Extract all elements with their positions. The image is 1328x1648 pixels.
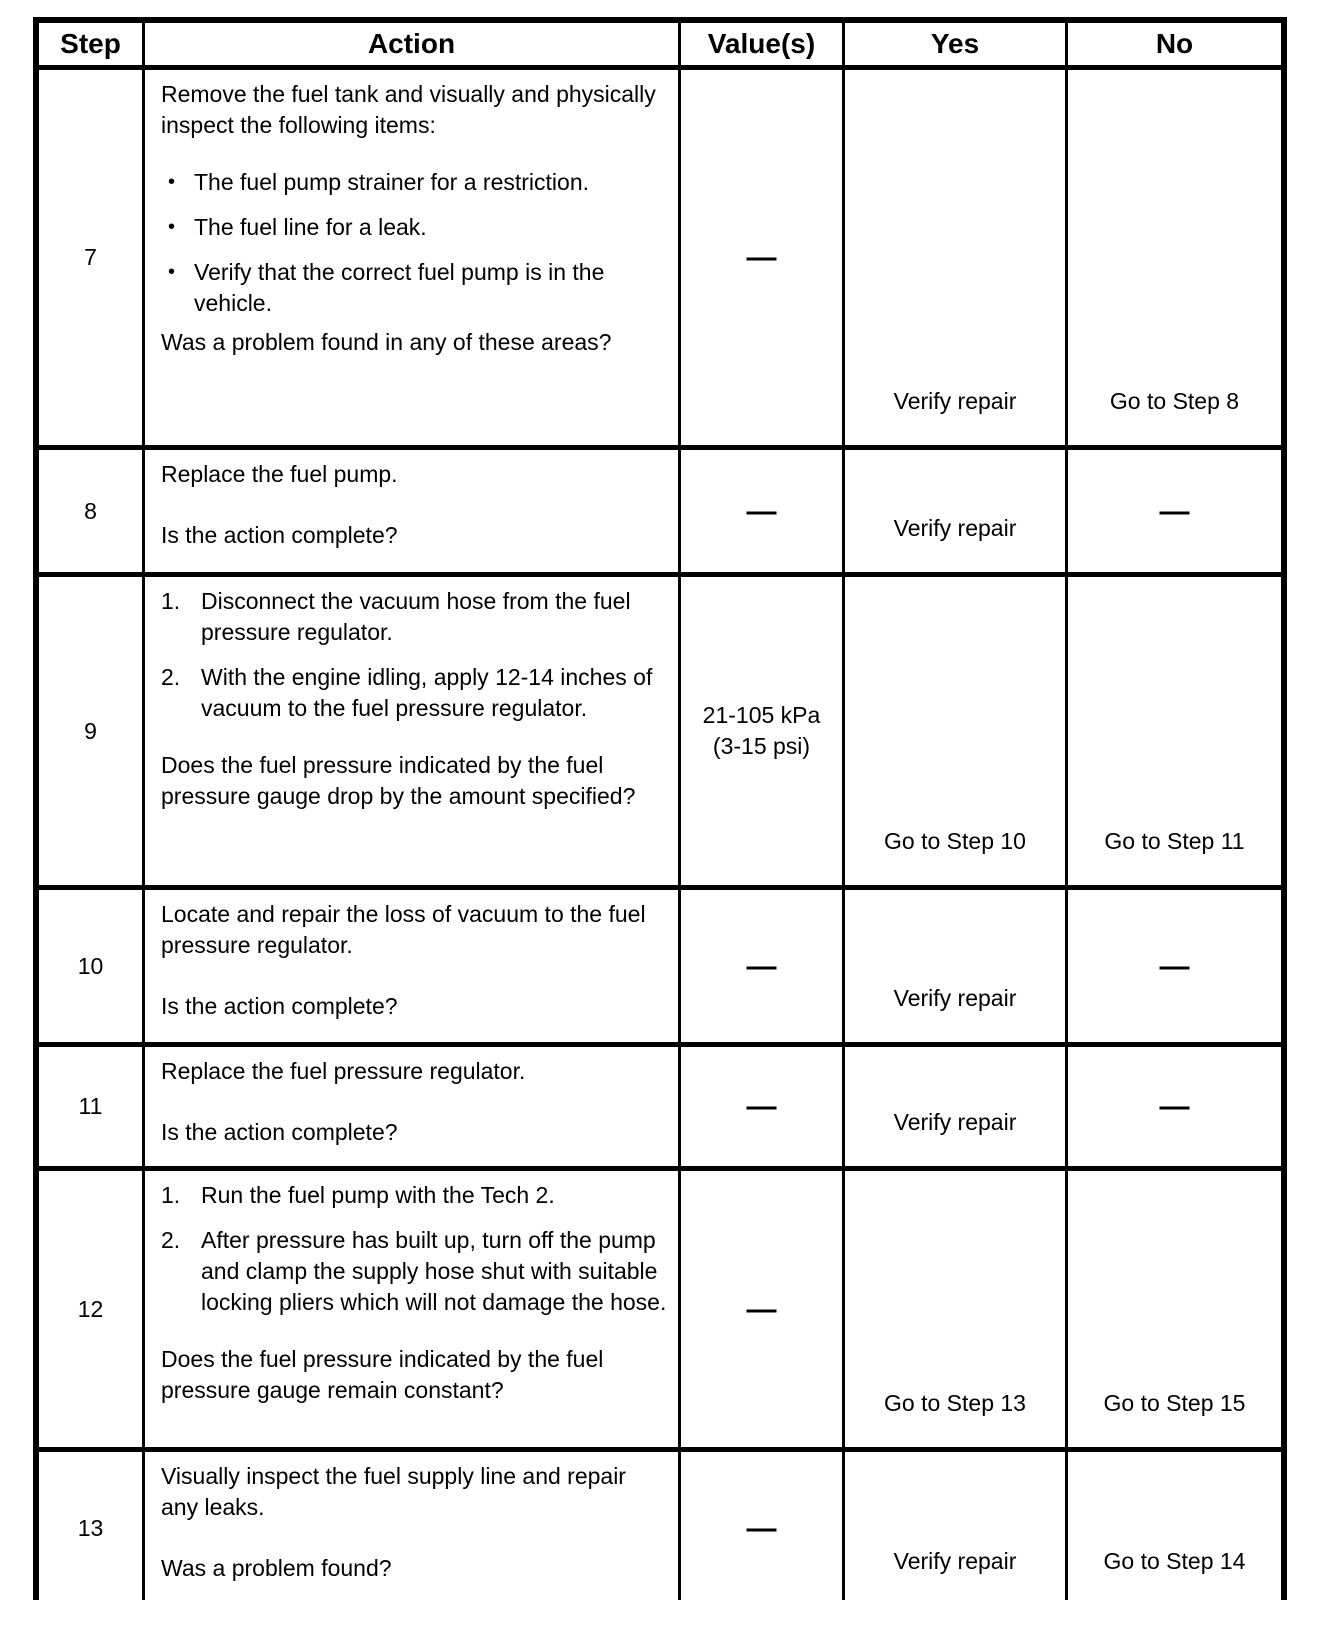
no-cell: Go to Step 14: [1065, 1452, 1281, 1600]
value-text: 21-105 kPa (3-15 psi): [702, 702, 821, 759]
no-value-dash: —: [1159, 494, 1190, 528]
header-step: Step: [60, 28, 121, 59]
item-number: 2.: [161, 1227, 181, 1253]
no-value-dash: —: [746, 1090, 777, 1123]
values-cell: [678, 450, 842, 572]
header-values: Value(s): [678, 23, 842, 65]
table-row: [39, 885, 1281, 1042]
no-cell: [1065, 890, 1281, 1042]
no-cell: Go to Step 15: [1065, 1171, 1281, 1447]
values-cell: [678, 577, 842, 885]
no-value-dash: —: [1159, 1090, 1190, 1123]
values-cell: [678, 70, 842, 445]
values-cell: [678, 1171, 842, 1447]
values-cell: [678, 1452, 842, 1600]
action-cell: [142, 450, 678, 572]
action-cell: [142, 70, 678, 445]
action-question: Is the action complete?: [161, 1119, 398, 1145]
no-value-dash: —: [746, 1292, 777, 1326]
item-text: With the engine idling, apply 12-14 inches of vacuum to the fuel pressure regulator.: [201, 664, 653, 721]
yes-cell: Verify repair: [842, 890, 1065, 1042]
bullet-item: • The fuel line for a leak.: [161, 212, 668, 243]
action-cell: [142, 890, 678, 1042]
action-text: Locate and repair the loss of vacuum to the fuel pressure regulator.: [161, 901, 646, 958]
table-row: [39, 1166, 1281, 1447]
action-question: Does the fuel pressure indicated by the fuel pressure gauge remain constant?: [161, 1346, 604, 1403]
action-cell: [142, 1171, 678, 1447]
item-text: Disconnect the vacuum hose from the fuel pressure regulator.: [201, 588, 631, 645]
item-text: After pressure has built up, turn off the pump and clamp the supply hose shut with suitable locking pliers which will not damage the hose.: [201, 1227, 667, 1315]
action-question: Was a problem found in any of these areas?: [161, 329, 612, 355]
header-no: No: [1065, 23, 1281, 65]
yes-cell: Go to Step 13: [842, 1171, 1065, 1447]
table-row: [39, 572, 1281, 885]
action-text: Replace the fuel pressure regulator.: [161, 1058, 526, 1084]
table-row: [39, 445, 1281, 572]
no-cell: Go to Step 11: [1065, 577, 1281, 885]
action-text: Replace the fuel pump.: [161, 461, 398, 487]
values-cell: [678, 1047, 842, 1166]
item-number: 1.: [161, 588, 181, 614]
step-cell: 11: [78, 1093, 103, 1119]
no-value-dash: —: [746, 949, 777, 983]
table-row: [39, 1447, 1281, 1600]
action-intro: Remove the fuel tank and visually and physically inspect the following items:: [161, 81, 656, 138]
step-cell: 10: [77, 952, 104, 979]
bullet-item: • Verify that the correct fuel pump is in the vehicle.: [161, 257, 668, 319]
yes-cell: Verify repair: [842, 450, 1065, 572]
table-row: [39, 1042, 1281, 1166]
no-value-dash: —: [746, 241, 777, 274]
no-cell: [1065, 1047, 1281, 1166]
action-cell: [142, 1452, 678, 1600]
yes-cell: Go to Step 10: [842, 577, 1065, 885]
action-question: Does the fuel pressure indicated by the fuel pressure gauge drop by the amount specified?: [161, 752, 636, 809]
numbered-item: [161, 1225, 668, 1318]
action-question: Is the action complete?: [161, 993, 398, 1019]
no-cell: [1065, 450, 1281, 572]
numbered-item: [161, 662, 668, 724]
action-question: Is the action complete?: [161, 522, 398, 548]
table-header-row: [39, 23, 1281, 65]
no-value-dash: —: [746, 494, 777, 528]
step-cell: 8: [84, 497, 97, 524]
diagnostic-table: [33, 17, 1287, 1600]
action-text: Visually inspect the fuel supply line and repair any leaks.: [161, 1463, 626, 1520]
action-cell: [142, 1047, 678, 1166]
action-question: Was a problem found?: [161, 1555, 392, 1581]
item-text: Run the fuel pump with the Tech 2.: [201, 1182, 555, 1208]
table-row: [39, 65, 1281, 445]
values-cell: [678, 890, 842, 1042]
numbered-item: [161, 586, 668, 648]
item-number: 1.: [161, 1182, 181, 1208]
step-cell: 9: [84, 717, 97, 744]
yes-cell: Verify repair: [842, 1452, 1065, 1600]
no-cell: Go to Step 8: [1065, 70, 1281, 445]
yes-cell: Verify repair: [842, 70, 1065, 445]
header-yes: Yes: [842, 23, 1065, 65]
numbered-item: [161, 1180, 668, 1211]
action-cell: [142, 577, 678, 885]
no-value-dash: —: [1159, 949, 1190, 983]
yes-cell: Verify repair: [842, 1047, 1065, 1166]
bullet-list: [161, 167, 668, 319]
step-cell: 7: [84, 244, 97, 270]
no-value-dash: —: [746, 1512, 777, 1545]
header-action: Action: [142, 23, 678, 65]
step-cell: 12: [77, 1295, 104, 1322]
item-number: 2.: [161, 664, 181, 690]
step-cell: 13: [77, 1515, 104, 1541]
bullet-item: • The fuel pump strainer for a restriction.: [161, 167, 668, 198]
